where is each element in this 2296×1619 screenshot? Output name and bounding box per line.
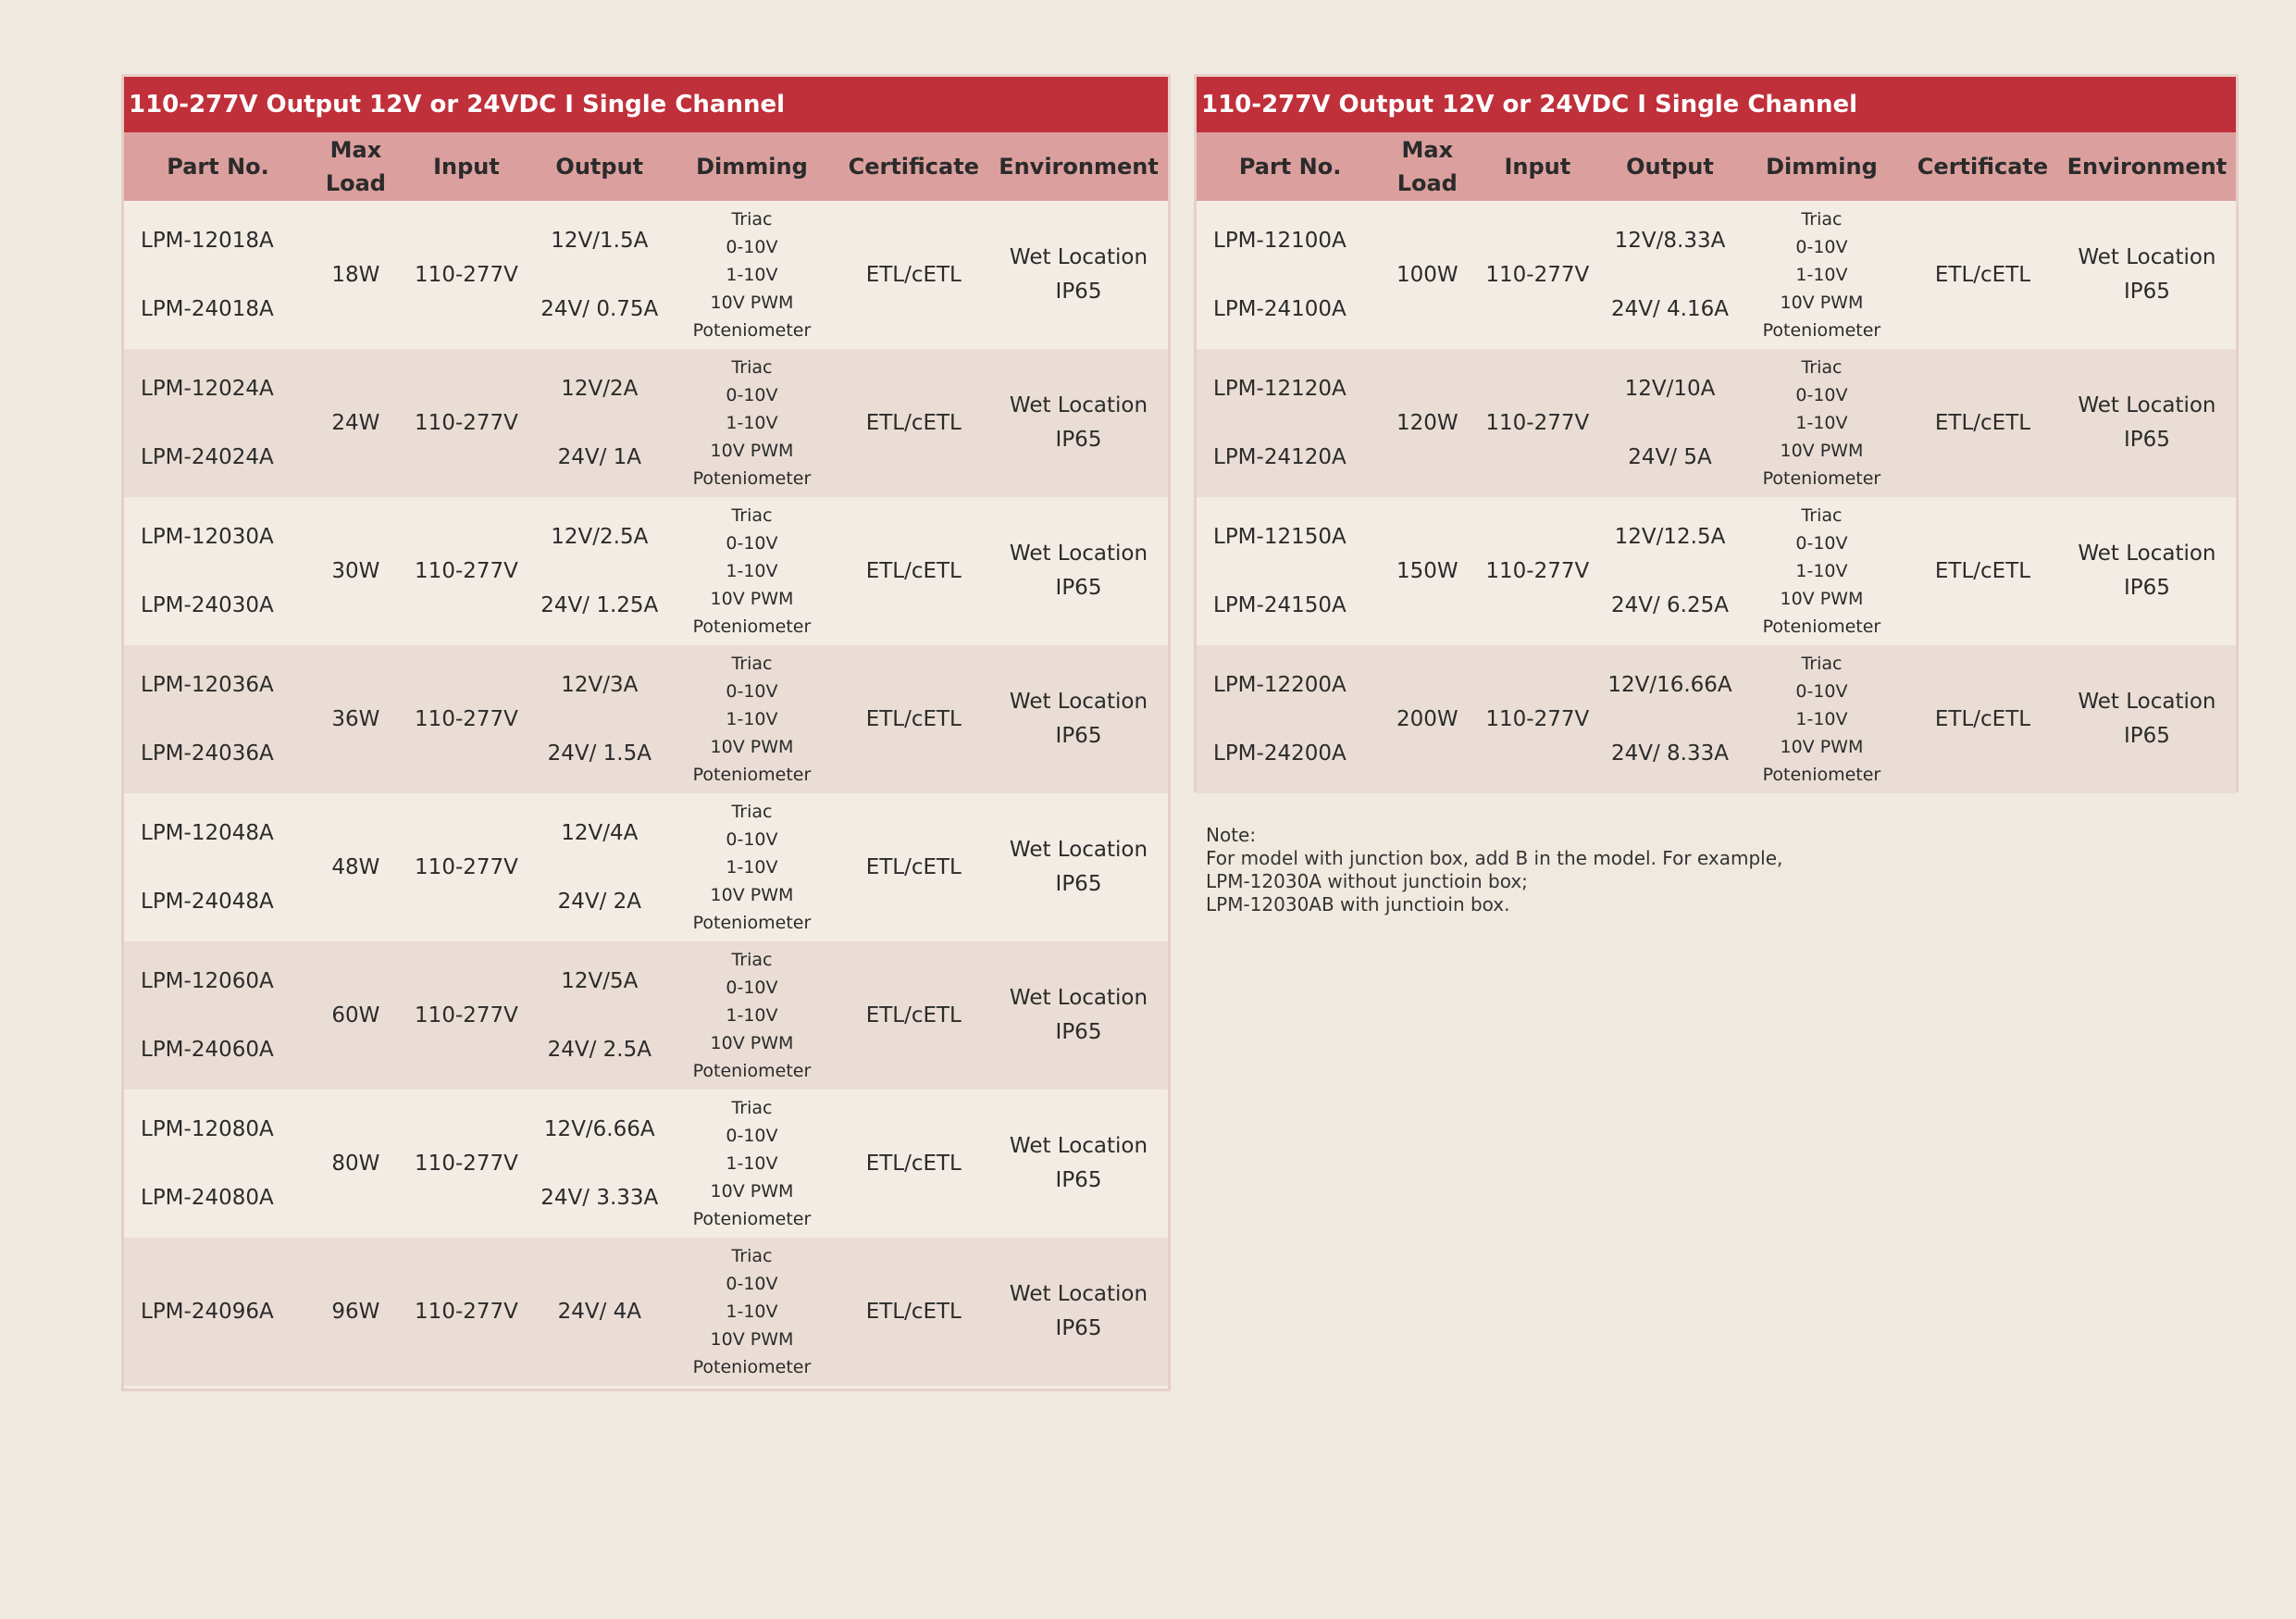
environment-line: IP65 (1055, 724, 1102, 748)
environment-cell (989, 1277, 1168, 1346)
dimming-option: 0-10V (726, 237, 778, 257)
environment-line: Wet Location (2078, 393, 2216, 417)
part-number: LPM-24048A (141, 890, 274, 914)
header-dimming: Dimming (1766, 154, 1878, 180)
output-value: 24V/ 2A (557, 890, 641, 914)
output-value: 12V/2.5A (551, 525, 649, 549)
dimming-option: 10V PWM (710, 885, 794, 905)
part-no-cell (124, 821, 312, 914)
max-load-cell: 80W (331, 1152, 380, 1176)
input-cell: 110-277V (415, 1003, 518, 1027)
environment-line: IP65 (2123, 724, 2170, 748)
dimming-cell (1736, 502, 1907, 641)
dimming-option: Triac (1801, 654, 1843, 674)
part-no-cell (124, 969, 312, 1062)
output-cell (533, 1265, 665, 1358)
environment-line: Wet Location (1009, 838, 1148, 862)
dimming-option: Triac (731, 654, 773, 674)
output-value: 12V/8.33A (1614, 229, 1726, 253)
header-max-load-line2: Load (325, 170, 386, 196)
dimming-option: 0-10V (726, 978, 778, 998)
output-value: 12V/6.66A (543, 1117, 655, 1141)
environment-cell (989, 833, 1168, 902)
dimming-option: Triac (731, 1246, 773, 1266)
output-value: 24V/ 4A (557, 1300, 641, 1324)
environment-line: IP65 (1055, 872, 1102, 896)
part-number: LPM-24030A (141, 593, 274, 617)
output-value: 12V/3A (561, 673, 639, 697)
dimming-option: 0-10V (726, 533, 778, 554)
environment-line: IP65 (2123, 428, 2170, 452)
dimming-cell (665, 1242, 838, 1381)
dimming-option: 1-10V (726, 709, 778, 729)
header-max-load-line1: Max (329, 137, 382, 163)
dimming-option: Triac (731, 209, 773, 230)
dimming-option: Poteniometer (1762, 468, 1881, 489)
part-no-cell (1197, 377, 1384, 469)
input-cell: 110-277V (415, 1152, 518, 1176)
certificate-cell: ETL/cETL (1934, 707, 2031, 731)
max-load-cell: 60W (331, 1003, 380, 1027)
environment-line: Wet Location (2078, 245, 2216, 269)
environment-line: Wet Location (1009, 1282, 1148, 1306)
environment-line: Wet Location (1009, 986, 1148, 1010)
table-row (1197, 201, 2236, 349)
dimming-option: Triac (1801, 209, 1843, 230)
footnote (1206, 824, 1782, 916)
environment-line: Wet Location (1009, 1134, 1148, 1158)
part-no-cell (1197, 673, 1384, 766)
dimming-option: 0-10V (726, 385, 778, 405)
output-value: 24V/ 2.5A (547, 1038, 652, 1062)
dimming-option: 10V PWM (710, 293, 794, 313)
environment-cell (989, 241, 1168, 309)
output-value: 12V/16.66A (1607, 673, 1732, 697)
input-cell: 110-277V (1485, 559, 1590, 583)
dimming-option: Poteniometer (692, 765, 812, 785)
dimming-cell (665, 946, 838, 1085)
dimming-option: 0-10V (1795, 385, 1848, 405)
output-value: 12V/12.5A (1614, 525, 1726, 549)
dimming-option: 0-10V (726, 1274, 778, 1294)
environment-cell (2058, 685, 2236, 753)
note-line: For model with junction box, add B in the model. For example, (1206, 847, 1783, 869)
output-value: 24V/ 8.33A (1610, 741, 1729, 766)
certificate-cell: ETL/cETL (865, 1300, 962, 1324)
table-row (1197, 349, 2236, 497)
environment-line: Wet Location (2078, 690, 2216, 714)
certificate-cell: ETL/cETL (865, 1152, 962, 1176)
certificate-cell: ETL/cETL (865, 707, 962, 731)
dimming-cell (665, 1094, 838, 1233)
output-cell (1604, 377, 1736, 469)
table-row (124, 793, 1168, 941)
dimming-option: 0-10V (1795, 533, 1848, 554)
input-cell: 110-277V (415, 411, 518, 435)
output-cell (1604, 673, 1736, 766)
certificate-cell: ETL/cETL (865, 411, 962, 435)
output-cell (533, 525, 665, 617)
dimming-option: Poteniometer (1762, 616, 1881, 637)
output-value: 24V/ 1A (557, 445, 641, 469)
dimming-cell (665, 502, 838, 641)
dimming-option: 10V PWM (1780, 293, 1864, 313)
output-value: 24V/ 4.16A (1610, 297, 1729, 321)
output-value: 24V/ 3.33A (540, 1186, 659, 1210)
part-number: LPM-12200A (1213, 673, 1347, 697)
part-number: LPM-12150A (1213, 525, 1347, 549)
dimming-option: 1-10V (726, 561, 778, 581)
header-part-no: Part No. (1238, 154, 1342, 180)
output-cell (533, 673, 665, 766)
environment-cell (2058, 537, 2236, 605)
part-number: LPM-24100A (1213, 297, 1347, 321)
environment-line: IP65 (1055, 428, 1102, 452)
part-number: LPM-12100A (1213, 229, 1347, 253)
part-number: LPM-12024A (141, 377, 274, 401)
output-cell (533, 821, 665, 914)
part-number: LPM-24096A (141, 1300, 274, 1324)
part-number: LPM-12060A (141, 969, 274, 993)
part-no-cell (1197, 229, 1384, 321)
header-max-load-line2: Load (1396, 170, 1458, 196)
max-load-cell: 36W (331, 707, 380, 731)
output-value: 24V/ 1.5A (547, 741, 652, 766)
dimming-option: Triac (1801, 357, 1843, 378)
certificate-cell: ETL/cETL (865, 263, 962, 287)
environment-line: IP65 (2123, 280, 2170, 304)
part-number: LPM-12080A (141, 1117, 274, 1141)
output-cell (1604, 229, 1736, 321)
part-number: LPM-24060A (141, 1038, 274, 1062)
table-row (124, 1090, 1168, 1238)
part-no-cell (124, 673, 312, 766)
dimming-cell (665, 205, 838, 344)
certificate-cell: ETL/cETL (1934, 411, 2031, 435)
input-cell: 110-277V (415, 855, 518, 879)
dimming-option: 10V PWM (710, 737, 794, 757)
certificate-cell: ETL/cETL (865, 559, 962, 583)
max-load-cell: 200W (1396, 707, 1458, 731)
table-row (124, 349, 1168, 497)
table-header (124, 132, 1168, 201)
output-value: 12V/2A (561, 377, 639, 401)
dimming-option: 10V PWM (710, 1181, 794, 1202)
table-row (124, 645, 1168, 793)
output-cell (533, 229, 665, 321)
dimming-option: 10V PWM (1780, 737, 1864, 757)
output-value: 12V/5A (561, 969, 639, 993)
part-number: LPM-24018A (141, 297, 274, 321)
dimming-option: 1-10V (1795, 265, 1848, 285)
table-title: 110-277V Output 12V or 24VDC I Single Channel (124, 77, 1168, 132)
dimming-cell (665, 798, 838, 937)
part-no-cell (124, 1117, 312, 1210)
dimming-option: 10V PWM (710, 1033, 794, 1053)
dimming-option: 0-10V (726, 829, 778, 850)
dimming-cell (665, 650, 838, 789)
environment-line: Wet Location (1009, 542, 1148, 566)
part-number: LPM-24080A (141, 1186, 274, 1210)
header-input: Input (1504, 154, 1571, 180)
input-cell: 110-277V (415, 707, 518, 731)
environment-cell (989, 981, 1168, 1050)
max-load-cell: 100W (1396, 263, 1458, 287)
dimming-option: Poteniometer (692, 616, 812, 637)
part-no-cell (124, 377, 312, 469)
max-load-cell: 48W (331, 855, 380, 879)
dimming-option: 10V PWM (710, 1329, 794, 1350)
header-part-no: Part No. (167, 154, 269, 180)
dimming-option: Poteniometer (692, 1061, 812, 1081)
header-environment: Environment (999, 154, 1159, 180)
dimming-option: Poteniometer (692, 468, 812, 489)
part-number: LPM-12030A (141, 525, 274, 549)
table-row (1197, 497, 2236, 645)
input-cell: 110-277V (415, 263, 518, 287)
max-load-cell: 24W (331, 411, 380, 435)
part-no-cell (124, 1265, 312, 1358)
spec-table-right (1194, 74, 2239, 792)
dimming-option: Poteniometer (692, 1357, 812, 1377)
part-number: LPM-24150A (1213, 593, 1347, 617)
environment-line: Wet Location (1009, 245, 1148, 269)
header-environment: Environment (2066, 154, 2228, 180)
dimming-cell (665, 354, 838, 492)
table-row (1197, 645, 2236, 793)
part-number: LPM-12018A (141, 229, 274, 253)
output-value: 24V/ 1.25A (540, 593, 659, 617)
dimming-option: 1-10V (1795, 413, 1848, 433)
part-number: LPM-12036A (141, 673, 274, 697)
input-cell: 110-277V (1485, 263, 1590, 287)
environment-line: IP65 (1055, 280, 1102, 304)
part-no-cell (124, 229, 312, 321)
environment-line: IP65 (2123, 576, 2170, 600)
environment-line: IP65 (1055, 1316, 1102, 1340)
part-number: LPM-24024A (141, 445, 274, 469)
table-row (124, 941, 1168, 1090)
dimming-option: 0-10V (1795, 681, 1848, 702)
environment-cell (989, 685, 1168, 753)
header-output: Output (555, 154, 644, 180)
output-value: 12V/4A (561, 821, 639, 845)
input-cell: 110-277V (1485, 707, 1590, 731)
dimming-option: 10V PWM (710, 441, 794, 461)
dimming-option: 1-10V (726, 1005, 778, 1026)
dimming-option: Triac (731, 505, 773, 526)
part-no-cell (124, 525, 312, 617)
environment-cell (989, 1129, 1168, 1198)
certificate-cell: ETL/cETL (865, 1003, 962, 1027)
header-max-load-line1: Max (1401, 137, 1454, 163)
output-cell (533, 1117, 665, 1210)
dimming-option: 0-10V (1795, 237, 1848, 257)
certificate-cell: ETL/cETL (1934, 559, 2031, 583)
input-cell: 110-277V (1485, 411, 1590, 435)
part-number: LPM-12048A (141, 821, 274, 845)
header-certificate: Certificate (848, 154, 979, 180)
output-value: 24V/ 5A (1628, 445, 1712, 469)
note-line: LPM-12030A without junctioin box; (1206, 870, 1528, 892)
dimming-option: 10V PWM (1780, 441, 1864, 461)
max-load-cell: 30W (331, 559, 380, 583)
dimming-option: 1-10V (726, 265, 778, 285)
dimming-option: 1-10V (1795, 709, 1848, 729)
output-cell (1604, 525, 1736, 617)
output-value: 24V/ 0.75A (540, 297, 659, 321)
certificate-cell: ETL/cETL (865, 855, 962, 879)
environment-cell (2058, 241, 2236, 309)
dimming-option: 10V PWM (1780, 589, 1864, 609)
environment-line: IP65 (1055, 1168, 1102, 1192)
note-line: LPM-12030AB with junctioin box. (1206, 893, 1510, 915)
output-value: 24V/ 6.25A (1610, 593, 1729, 617)
output-cell (533, 377, 665, 469)
header-max-load (1384, 133, 1471, 200)
dimming-option: Triac (731, 950, 773, 970)
dimming-option: 10V PWM (710, 589, 794, 609)
header-output: Output (1626, 154, 1714, 180)
max-load-cell: 96W (331, 1300, 380, 1324)
table-row (124, 497, 1168, 645)
dimming-option: Triac (731, 357, 773, 378)
header-dimming: Dimming (696, 154, 808, 180)
environment-line: Wet Location (1009, 393, 1148, 417)
table-row (124, 1238, 1168, 1386)
environment-cell (989, 537, 1168, 605)
environment-line: Wet Location (2078, 542, 2216, 566)
dimming-option: 1-10V (1795, 561, 1848, 581)
input-cell: 110-277V (415, 1300, 518, 1324)
dimming-option: Poteniometer (692, 320, 812, 341)
certificate-cell: ETL/cETL (1934, 263, 2031, 287)
output-value: 12V/10A (1624, 377, 1716, 401)
dimming-cell (1736, 354, 1907, 492)
dimming-cell (1736, 650, 1907, 789)
part-number: LPM-24200A (1213, 741, 1347, 766)
dimming-option: Poteniometer (692, 913, 812, 933)
dimming-option: 1-10V (726, 1153, 778, 1174)
dimming-option: Triac (731, 802, 773, 822)
output-cell (533, 969, 665, 1062)
header-input: Input (433, 154, 500, 180)
dimming-option: Triac (731, 1098, 773, 1118)
dimming-option: Triac (1801, 505, 1843, 526)
max-load-cell: 18W (331, 263, 380, 287)
part-number: LPM-24036A (141, 741, 274, 766)
dimming-option: Poteniometer (1762, 320, 1881, 341)
environment-cell (2058, 389, 2236, 457)
part-no-cell (1197, 525, 1384, 617)
header-certificate: Certificate (1917, 154, 2049, 180)
dimming-option: Poteniometer (1762, 765, 1881, 785)
dimming-option: Poteniometer (692, 1209, 812, 1229)
dimming-option: 0-10V (726, 681, 778, 702)
environment-line: IP65 (1055, 1020, 1102, 1044)
dimming-option: 1-10V (726, 1301, 778, 1322)
environment-cell (989, 389, 1168, 457)
environment-line: Wet Location (1009, 690, 1148, 714)
table-row (124, 201, 1168, 349)
dimming-cell (1736, 205, 1907, 344)
max-load-cell: 120W (1396, 411, 1458, 435)
output-value: 12V/1.5A (551, 229, 649, 253)
dimming-option: 1-10V (726, 857, 778, 878)
dimming-option: 1-10V (726, 413, 778, 433)
note-label: Note: (1206, 824, 1257, 846)
max-load-cell: 150W (1396, 559, 1458, 583)
part-number: LPM-24120A (1213, 445, 1347, 469)
table-header (1197, 132, 2236, 201)
input-cell: 110-277V (415, 559, 518, 583)
dimming-option: 0-10V (726, 1126, 778, 1146)
table-title: 110-277V Output 12V or 24VDC I Single Channel (1197, 77, 2236, 132)
header-max-load (312, 133, 400, 200)
spec-table-left (121, 74, 1171, 1391)
part-number: LPM-12120A (1213, 377, 1347, 401)
environment-line: IP65 (1055, 576, 1102, 600)
